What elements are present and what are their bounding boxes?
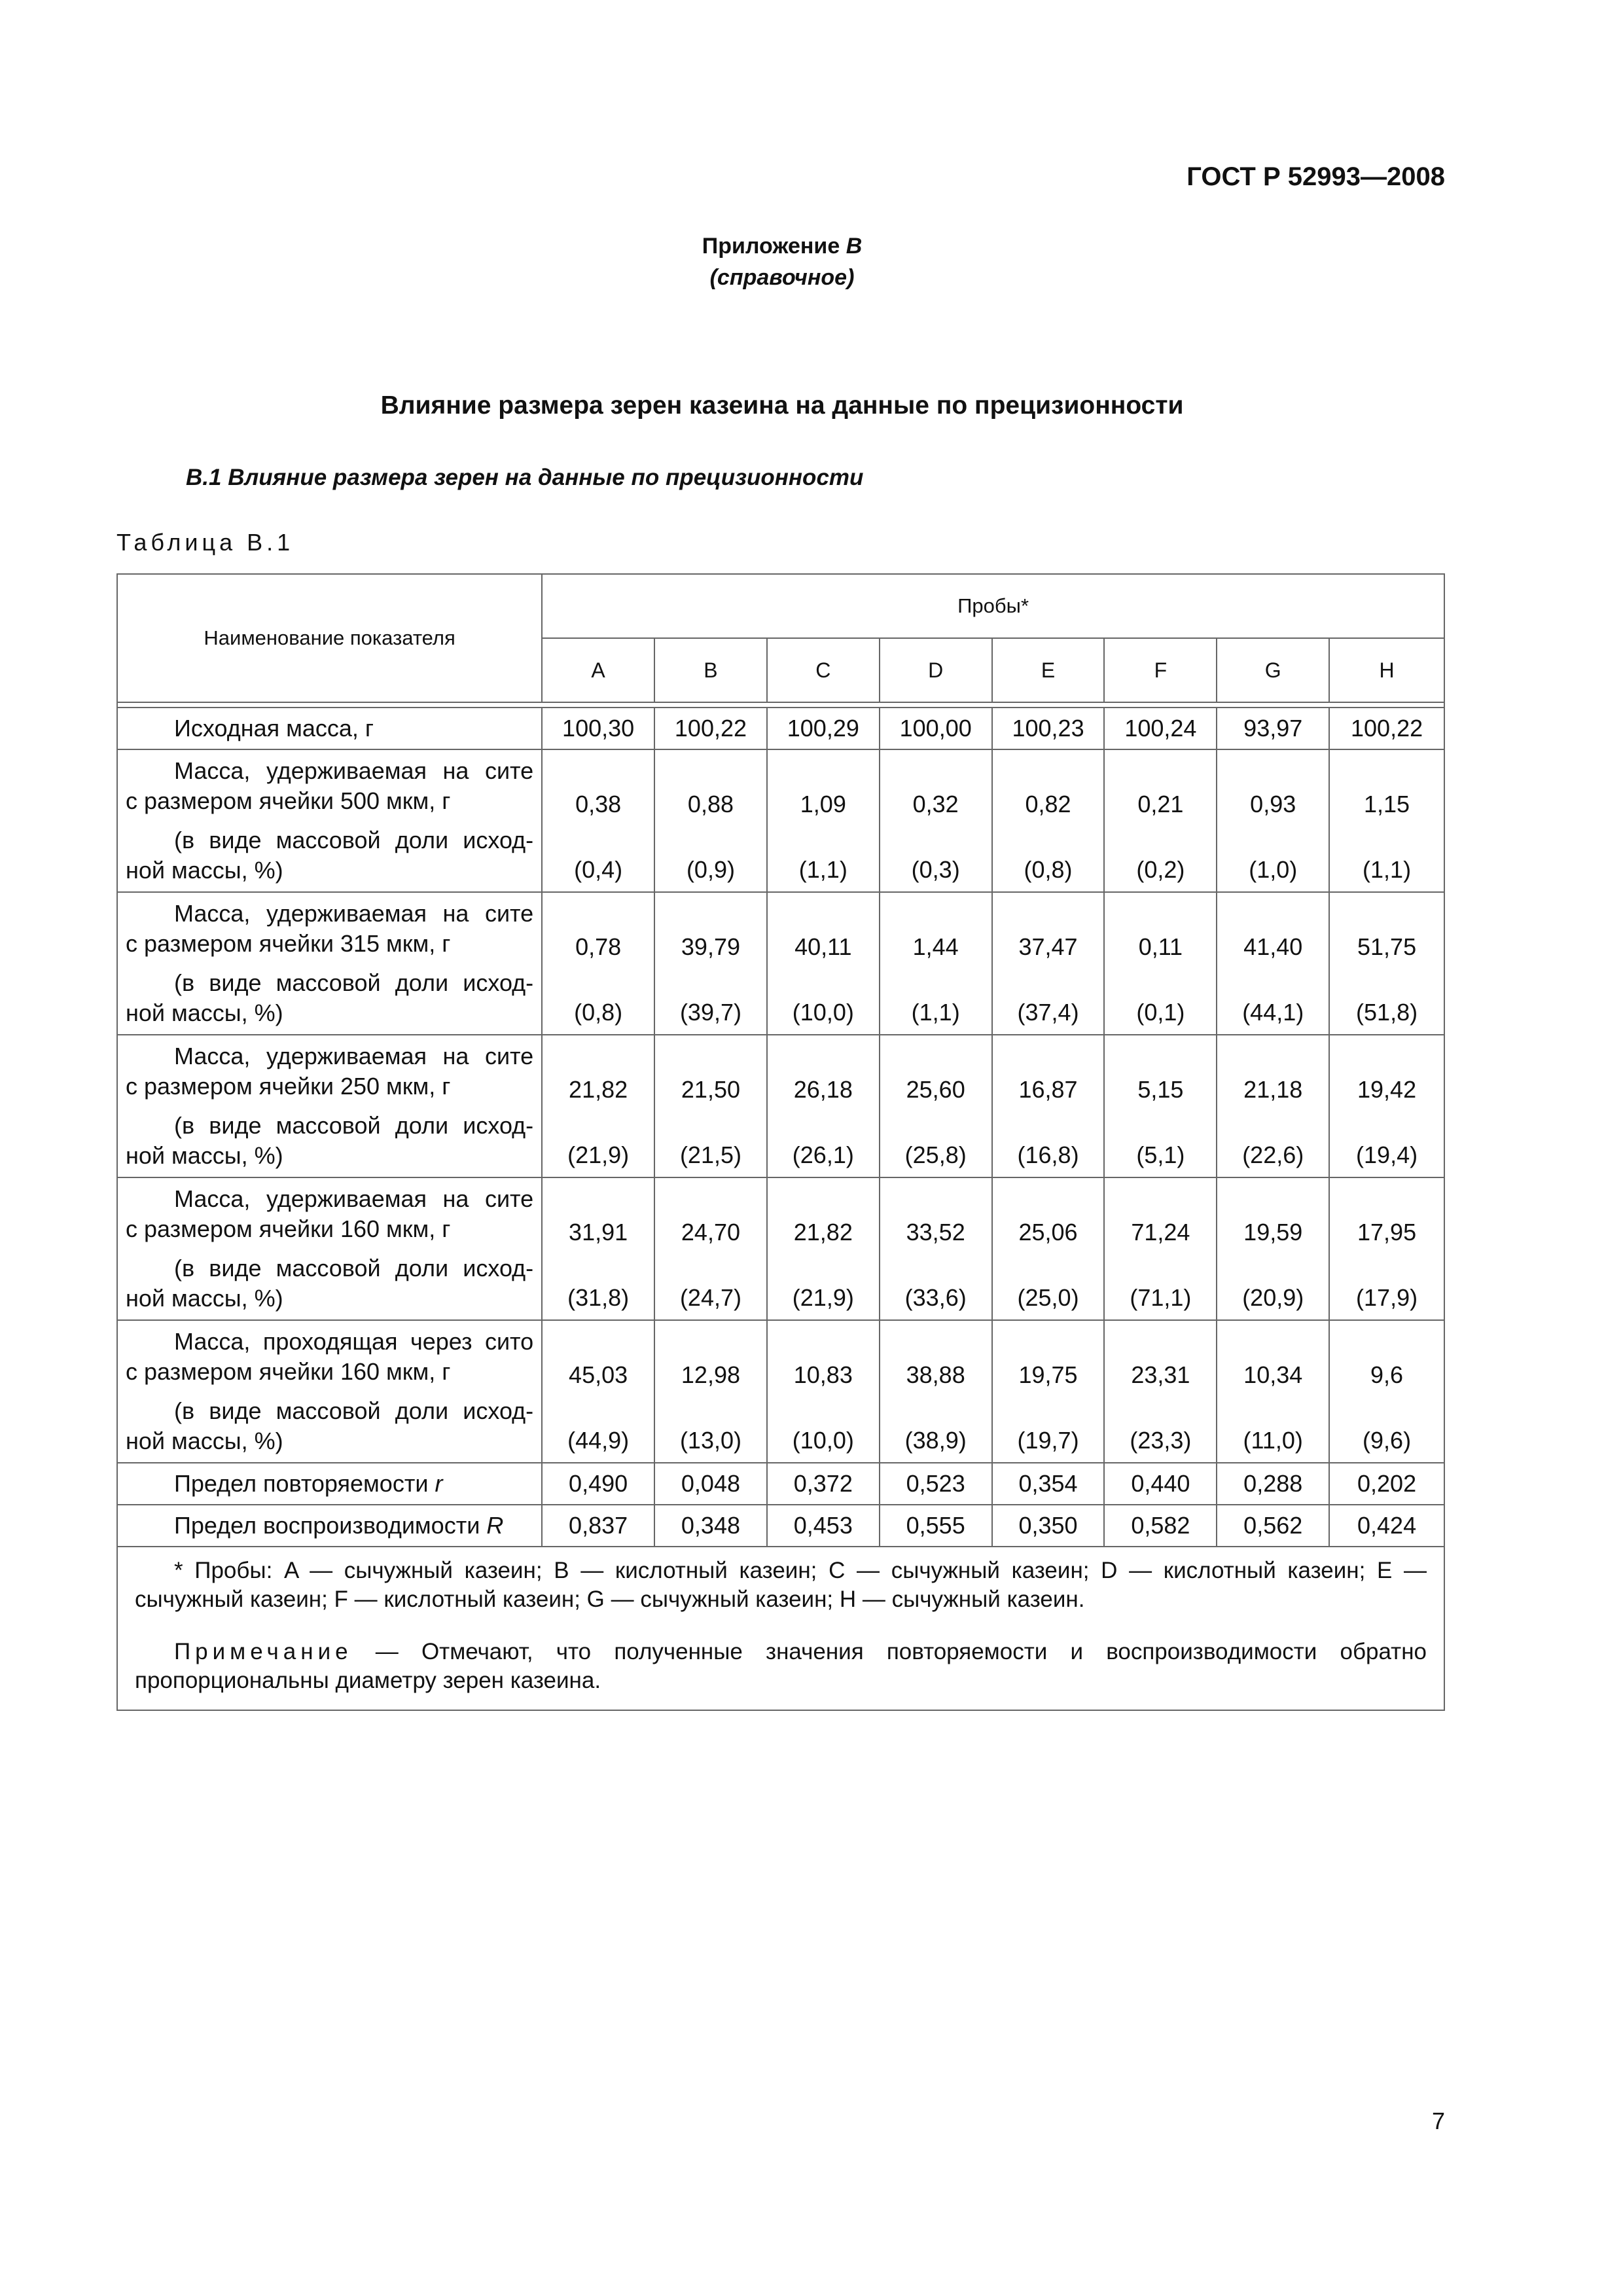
group-value-cell	[542, 1035, 654, 1177]
group-value-cell	[654, 1177, 767, 1320]
section-title: В.1 Влияние размера зерен на данные по прецизионности	[186, 465, 864, 490]
percent-value: (0,3)	[911, 856, 960, 883]
group-value-cell	[1104, 1320, 1217, 1463]
initial-mass-label-text: Исходная масса, г	[174, 715, 374, 742]
column-header-c: C	[767, 638, 880, 702]
mass-value: 0,78	[575, 933, 622, 960]
percent-value: (37,4)	[1017, 999, 1079, 1026]
table-note	[135, 1638, 1427, 1695]
group-value-cell	[767, 1035, 880, 1177]
group-value-cell	[767, 749, 880, 892]
column-header-f: F	[1104, 638, 1217, 702]
table-row-reproducibility	[117, 1505, 1444, 1547]
group-value-cell	[880, 749, 992, 892]
group-value-cell	[1217, 1035, 1329, 1177]
reproducibility-value: 0,348	[654, 1505, 767, 1547]
repeatability-value: 0,048	[654, 1463, 767, 1505]
initial-mass-value: 100,24	[1104, 708, 1217, 749]
mass-value: 40,11	[794, 933, 852, 960]
column-header-a: A	[542, 638, 654, 702]
table-footnotes	[117, 1547, 1444, 1710]
table-row-repeatability	[117, 1463, 1444, 1505]
group-value-cell	[654, 749, 767, 892]
repeatability-label-text: Предел повторяемости	[174, 1470, 435, 1497]
group-label	[117, 892, 542, 1035]
reproducibility-value: 0,350	[992, 1505, 1105, 1547]
group-label-line2: с размером ячейки 160 мкм, г	[126, 1215, 451, 1242]
percent-value: (21,9)	[567, 1141, 630, 1168]
group-label-line1: Масса, удерживаемая на сите	[174, 757, 534, 784]
percent-value: (1,1)	[798, 856, 847, 883]
group-value-cell	[1217, 892, 1329, 1035]
group-value-cell	[542, 749, 654, 892]
group-sub-line1: (в виде массовой доли исход-	[174, 1397, 534, 1424]
mass-value: 21,50	[681, 1076, 740, 1103]
percent-value: (71,1)	[1130, 1284, 1192, 1311]
group-label-line2: с размером ячейки 250 мкм, г	[126, 1073, 451, 1100]
mass-value: 19,42	[1357, 1076, 1417, 1103]
group-value-cell	[1217, 749, 1329, 892]
repeatability-value: 0,440	[1104, 1463, 1217, 1505]
initial-mass-value: 100,22	[654, 708, 767, 749]
column-header-e: E	[992, 638, 1105, 702]
reproducibility-label-wrap	[126, 1511, 533, 1541]
percent-value: (21,5)	[679, 1141, 741, 1168]
group-sub-line2: ной массы, %)	[126, 857, 283, 884]
mass-value: 21,82	[569, 1076, 628, 1103]
table-row-group	[117, 1320, 1444, 1463]
group-value-cell	[880, 1035, 992, 1177]
percent-value: (19,7)	[1017, 1427, 1079, 1454]
header-separator	[117, 702, 1444, 708]
group-label-line1: Масса, проходящая через сито	[174, 1328, 534, 1355]
mass-value: 39,79	[681, 933, 740, 960]
mass-value: 26,18	[793, 1076, 853, 1103]
mass-value: 0,21	[1137, 791, 1184, 817]
header-indicator-name: Наименование показателя	[117, 574, 542, 702]
group-value-cell	[992, 1177, 1105, 1320]
percent-value: (44,9)	[567, 1427, 630, 1454]
group-value-cell	[1329, 749, 1444, 892]
percent-value: (31,8)	[567, 1284, 630, 1311]
group-value-cell	[654, 1320, 767, 1463]
percent-value: (11,0)	[1243, 1427, 1303, 1454]
column-header-h: H	[1329, 638, 1444, 702]
column-header-b: B	[654, 638, 767, 702]
group-sub-line1: (в виде массовой доли исход-	[174, 1255, 534, 1282]
group-value-cell	[767, 1320, 880, 1463]
reproducibility-value: 0,582	[1104, 1505, 1217, 1547]
percent-value: (17,9)	[1356, 1284, 1418, 1311]
appendix-type: (справочное)	[709, 265, 855, 290]
group-label-line1: Масса, удерживаемая на сите	[174, 1185, 534, 1212]
mass-value: 0,38	[575, 791, 622, 817]
group-value-cell	[1104, 749, 1217, 892]
group-value-cell	[542, 1177, 654, 1320]
mass-value: 0,88	[687, 791, 734, 817]
mass-value: 37,47	[1018, 933, 1078, 960]
mass-value: 9,6	[1370, 1361, 1404, 1388]
mass-value: 51,75	[1357, 933, 1417, 960]
table-row-initial-mass	[117, 708, 1444, 749]
group-label	[117, 1177, 542, 1320]
group-value-cell	[992, 1320, 1105, 1463]
initial-mass-value: 100,22	[1329, 708, 1444, 749]
group-label	[117, 1320, 542, 1463]
group-label-line2: с размером ячейки 315 мкм, г	[126, 930, 451, 957]
mass-value: 33,52	[906, 1219, 965, 1246]
mass-value: 1,15	[1364, 791, 1410, 817]
initial-mass-value: 93,97	[1217, 708, 1329, 749]
repeatability-value: 0,523	[880, 1463, 992, 1505]
percent-value: (22,6)	[1242, 1141, 1304, 1168]
group-value-cell	[992, 749, 1105, 892]
group-sub-line2: ной массы, %)	[126, 1142, 283, 1169]
repeatability-label-wrap	[126, 1469, 533, 1499]
main-title: Влияние размера зерен казеина на данные по прецизионности	[380, 391, 1184, 420]
group-value-cell	[542, 1320, 654, 1463]
group-value-cell	[880, 1320, 992, 1463]
reproducibility-label	[117, 1505, 542, 1547]
group-value-cell	[1329, 1320, 1444, 1463]
group-sub-line2: ной массы, %)	[126, 1427, 283, 1454]
mass-value: 5,15	[1137, 1076, 1184, 1103]
group-value-cell	[767, 892, 880, 1035]
group-value-cell	[992, 1035, 1105, 1177]
mass-value: 17,95	[1357, 1219, 1417, 1246]
reproducibility-value: 0,424	[1329, 1505, 1444, 1547]
table-row-group	[117, 1177, 1444, 1320]
group-sub-line1: (в виде массовой доли исход-	[174, 969, 534, 996]
mass-value: 38,88	[906, 1361, 965, 1388]
percent-value: (24,7)	[679, 1284, 741, 1311]
mass-value: 41,40	[1243, 933, 1303, 960]
mass-value: 1,09	[800, 791, 846, 817]
mass-value: 45,03	[569, 1361, 628, 1388]
mass-value: 0,82	[1025, 791, 1071, 817]
column-header-g: G	[1217, 638, 1329, 702]
percent-value: (1,1)	[1363, 856, 1412, 883]
precision-table	[116, 573, 1445, 1711]
note-label: Примечание	[174, 1639, 353, 1664]
percent-value: (0,4)	[574, 856, 623, 883]
group-value-cell	[1104, 1035, 1217, 1177]
repeatability-value: 0,372	[767, 1463, 880, 1505]
percent-value: (44,1)	[1242, 999, 1304, 1026]
group-value-cell	[654, 1035, 767, 1177]
percent-value: (16,8)	[1017, 1141, 1079, 1168]
percent-value: (5,1)	[1136, 1141, 1185, 1168]
reproducibility-label-text: Предел воспроизводимости	[174, 1512, 487, 1539]
mass-value: 31,91	[569, 1219, 628, 1246]
percent-value: (1,1)	[911, 999, 960, 1026]
group-value-cell	[992, 892, 1105, 1035]
percent-value: (0,8)	[574, 999, 623, 1026]
mass-value: 21,18	[1243, 1076, 1303, 1103]
percent-value: (0,1)	[1136, 999, 1185, 1026]
repeatability-label	[117, 1463, 542, 1505]
percent-value: (33,6)	[904, 1284, 967, 1311]
group-label-line1: Масса, удерживаемая на сите	[174, 900, 534, 927]
group-sub-line2: ной массы, %)	[126, 999, 283, 1026]
mass-value: 0,11	[1138, 933, 1183, 960]
appendix-title-prefix: Приложение	[702, 234, 846, 259]
group-value-cell	[1329, 892, 1444, 1035]
percent-value: (10,0)	[792, 1427, 854, 1454]
mass-value: 24,70	[681, 1219, 740, 1246]
group-sub-line1: (в виде массовой доли исход-	[174, 1112, 534, 1139]
percent-value: (10,0)	[792, 999, 854, 1026]
repeatability-symbol: r	[435, 1470, 443, 1497]
mass-value: 0,93	[1250, 791, 1296, 817]
group-value-cell	[1104, 892, 1217, 1035]
percent-value: (25,0)	[1017, 1284, 1079, 1311]
group-sub-line2: ной массы, %)	[126, 1285, 283, 1312]
initial-mass-value: 100,23	[992, 708, 1105, 749]
percent-value: (1,0)	[1249, 856, 1298, 883]
repeatability-value: 0,490	[542, 1463, 654, 1505]
group-value-cell	[542, 892, 654, 1035]
percent-value: (25,8)	[904, 1141, 967, 1168]
reproducibility-value: 0,453	[767, 1505, 880, 1547]
reproducibility-value: 0,837	[542, 1505, 654, 1547]
repeatability-value: 0,202	[1329, 1463, 1444, 1505]
percent-value: (0,8)	[1024, 856, 1073, 883]
group-sub-line1: (в виде массовой доли исход-	[174, 827, 534, 853]
mass-value: 1,44	[912, 933, 959, 960]
reproducibility-symbol: R	[486, 1512, 504, 1539]
reproducibility-value: 0,555	[880, 1505, 992, 1547]
table-row-group	[117, 749, 1444, 892]
mass-value: 10,83	[793, 1361, 853, 1388]
mass-value: 12,98	[681, 1361, 740, 1388]
group-label	[117, 1035, 542, 1177]
table-caption: Таблица В.1	[116, 529, 294, 556]
group-value-cell	[1329, 1035, 1444, 1177]
mass-value: 25,60	[906, 1076, 965, 1103]
percent-value: (23,3)	[1130, 1427, 1192, 1454]
group-label	[117, 749, 542, 892]
table-row-group	[117, 892, 1444, 1035]
percent-value: (38,9)	[904, 1427, 967, 1454]
group-value-cell	[880, 1177, 992, 1320]
percent-value: (19,4)	[1356, 1141, 1418, 1168]
mass-value: 16,87	[1018, 1076, 1078, 1103]
percent-value: (13,0)	[679, 1427, 741, 1454]
percent-value: (0,9)	[686, 856, 735, 883]
note-text: — Отмечают, что полученные значения повторяемости и воспроизводимости обратно пропорциональны диаметру зерен казеина.	[135, 1639, 1427, 1693]
group-value-cell	[767, 1177, 880, 1320]
mass-value: 19,59	[1243, 1219, 1303, 1246]
group-value-cell	[1104, 1177, 1217, 1320]
percent-value: (26,1)	[792, 1141, 854, 1168]
percent-value: (51,8)	[1356, 999, 1418, 1026]
table-row-group	[117, 1035, 1444, 1177]
group-value-cell	[880, 892, 992, 1035]
mass-value: 10,34	[1243, 1361, 1303, 1388]
samples-footnote: * Пробы: A — сычужный казеин; B — кислотный казеин; C — сычужный казеин; D — кислотный казеин; E — сычужный казеин; F — кислотный казеин; G — сычужный казеин; H — сычужный казеин.	[135, 1558, 1427, 1612]
column-header-d: D	[880, 638, 992, 702]
initial-mass-value: 100,29	[767, 708, 880, 749]
group-label-line1: Масса, удерживаемая на сите	[174, 1043, 534, 1069]
initial-mass-label	[117, 708, 542, 749]
group-value-cell	[1217, 1177, 1329, 1320]
percent-value: (9,6)	[1363, 1427, 1412, 1454]
group-value-cell	[1329, 1177, 1444, 1320]
percent-value: (39,7)	[679, 999, 741, 1026]
mass-value: 23,31	[1131, 1361, 1190, 1388]
appendix-letter: В	[846, 234, 863, 259]
group-value-cell	[654, 892, 767, 1035]
mass-value: 19,75	[1018, 1361, 1078, 1388]
percent-value: (20,9)	[1242, 1284, 1304, 1311]
mass-value: 25,06	[1018, 1219, 1078, 1246]
group-label-line2: с размером ячейки 500 мкм, г	[126, 787, 451, 814]
percent-value: (0,2)	[1136, 856, 1185, 883]
mass-value: 71,24	[1131, 1219, 1190, 1246]
percent-value: (21,9)	[792, 1284, 854, 1311]
mass-value: 21,82	[793, 1219, 853, 1246]
repeatability-value: 0,288	[1217, 1463, 1329, 1505]
mass-value: 0,32	[912, 791, 959, 817]
initial-mass-value: 100,00	[880, 708, 992, 749]
reproducibility-value: 0,562	[1217, 1505, 1329, 1547]
group-label-line2: с размером ячейки 160 мкм, г	[126, 1358, 451, 1385]
header-samples: Пробы*	[542, 574, 1444, 638]
group-value-cell	[1217, 1320, 1329, 1463]
initial-mass-value: 100,30	[542, 708, 654, 749]
repeatability-value: 0,354	[992, 1463, 1105, 1505]
appendix-title	[0, 230, 1564, 262]
standard-number: ГОСТ Р 52993—2008	[1186, 162, 1445, 191]
page-number: 7	[1431, 2108, 1445, 2134]
